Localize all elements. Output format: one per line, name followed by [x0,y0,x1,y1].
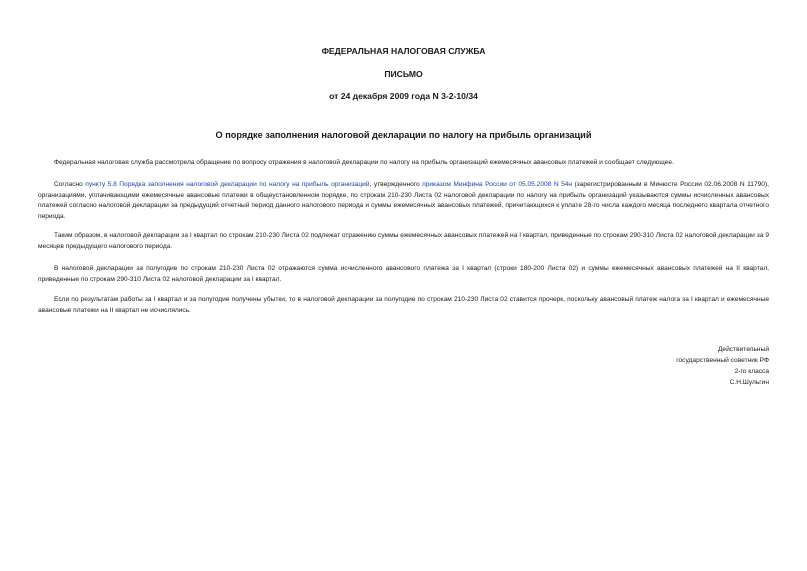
signatory-name: С.Н.Шульгин [729,379,769,386]
link-minfin-order[interactable]: приказом Минфина России от 05.05.2008 N 54н [422,181,573,188]
document-subject: О порядке заполнения налоговой декларации по налогу на прибыль организаций [215,130,592,140]
agency-heading: ФЕДЕРАЛЬНАЯ НАЛОГОВАЯ СЛУЖБА [321,46,486,56]
paragraph-first-quarter: Таким образом, в налоговой декларации за I квартал по строкам 210-230 Листа 02 подлежат отражению суммы ежемесячных авансовых платежей на I квартал, приведенные по строкам 290-310 Листа 02 налоговой декларации за 9 месяцев предыдущего налогового периода. [38,232,769,250]
link-filling-procedure[interactable]: пункту 5.8 Порядка заполнения налоговой декларации по налогу на прибыль организаций [85,181,370,188]
paragraph-legal-basis [38,180,769,222]
paragraph-text: (зарегистрированным в Минюсте России 02.06.2008 N 11790), организациями, уплачивающими ежемесячные авансовые платежи в общеустановленном порядке, по строкам 210-230 Листа 02 налоговой декларации по налогу на прибыль организаций указываются суммы исчисленных авансовых платежей согласно налоговой декларации за предыдущий отчетный период данного налогового периода и суммы ежемесячных авансовых платежей, причитающихся к уплате 28-го числа каждого месяца последнего квартала отчетного периода. [38,181,769,220]
paragraph-losses: Если по результатам работы за I квартал и за полугодие получены убытки, то в налоговой декларации за полугодие по строкам 210-230 Листа 02 ставится прочерк, поскольку авансовый платеж налога за I квартал и ежемесячные авансовые платежи на II квартал не исчислялись. [38,296,769,314]
paragraph-half-year: В налоговой декларации за полугодие по строкам 210-230 Листа 02 отражаются сумма исчисленного авансового платежа за I квартал (строки 180-200 Листа 02) и суммы ежемесячных авансовых платежей на II квартал, приведенные по строкам 290-310 Листа 02 налоговой декларации за I квартал. [38,265,769,283]
signature-class-line: 2-го класса [734,368,769,375]
signature-block [569,344,769,388]
document-type: ПИСЬМО [384,69,423,79]
paragraph-text: Согласно [54,181,86,188]
signature-title-line: Действительный [717,346,769,353]
paragraph-text: , утвержденного [369,181,423,188]
paragraph-intro: Федеральная налоговая служба рассмотрела обращение по вопросу отражения в налоговой декларации по налогу на прибыль организаций ежемесячных авансовых платежей и сообщает следующее. [54,159,674,166]
document-date-number: от 24 декабря 2009 года N 3-2-10/34 [329,91,478,101]
signature-rank-line: государственный советник РФ [676,357,769,364]
